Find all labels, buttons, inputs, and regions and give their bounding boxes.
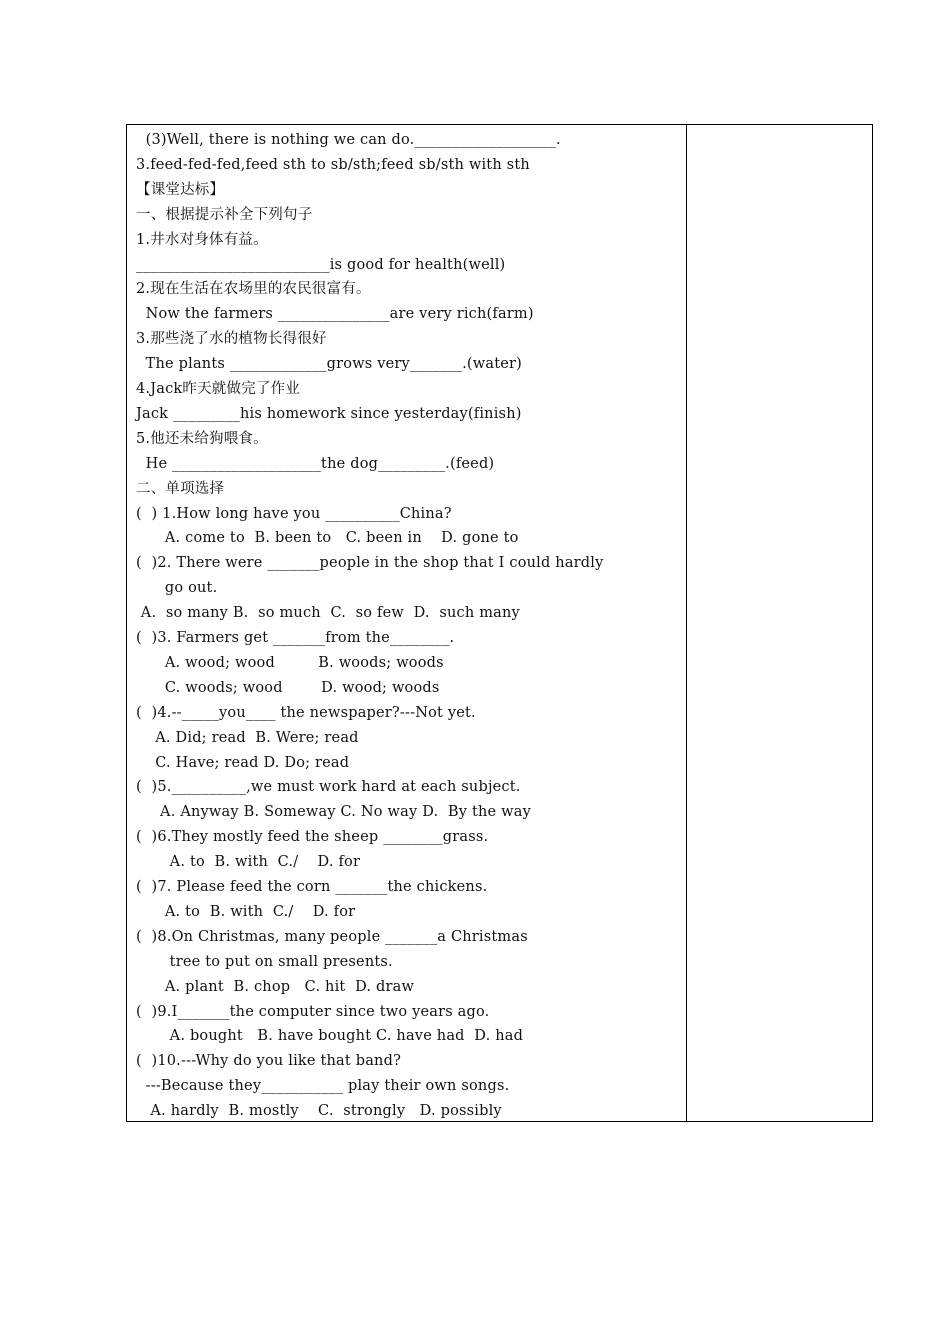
- example-sentence: (3)Well, there is nothing we can do.___________________.: [136, 132, 561, 148]
- part-one-heading: 一、根据提示补全下列句子: [136, 206, 313, 223]
- mc2-options: A. so many B. so much C. so few D. such many: [136, 605, 520, 622]
- part-two-heading: 二、单项选择: [136, 480, 225, 497]
- mc5-question: ( )5.__________,we must work hard at each subject.: [136, 779, 521, 796]
- mc2-question: ( )2. There were _______people in the shop that I could hardly: [136, 555, 604, 572]
- mc3-options-row1: A. wood; wood B. woods; woods: [136, 654, 444, 671]
- mc10-options: A. hardly B. mostly C. strongly D. possibly: [136, 1103, 502, 1120]
- mc1-options: A. come to B. been to C. been in D. gone to: [136, 530, 519, 547]
- q4-blank: Jack _________his homework since yesterday(finish): [136, 405, 522, 422]
- mc3-question: ( )3. Farmers get _______from the________.: [136, 630, 455, 646]
- mc4-options-row1: A. Did; read B. Were; read: [136, 729, 359, 746]
- q4-prompt: 4.Jack昨天就做完了作业: [136, 381, 300, 397]
- mc7-question: ( )7. Please feed the corn _______the chickens.: [136, 879, 488, 895]
- q3-prompt: 3.那些浇了水的植物长得很好: [136, 331, 327, 348]
- q2-blank: Now the farmers _______________are very rich(farm): [136, 306, 534, 323]
- q3-blank: The plants _____________grows very_______.(water): [136, 356, 523, 373]
- worksheet-table: [126, 124, 873, 1122]
- q1-blank: __________________________is good for health(well): [136, 256, 506, 273]
- q5-prompt: 5.他还未给狗喂食。: [136, 430, 268, 447]
- mc6-options: A. to B. with C./ D. for: [136, 854, 361, 871]
- q5-blank: He ____________________the dog_________.(feed): [136, 455, 495, 472]
- q2-prompt: 2.现在生活在农场里的农民很富有。: [136, 281, 371, 298]
- mc10-question: ( )10.---Why do you like that band?: [136, 1053, 402, 1070]
- mc6-question: ( )6.They mostly feed the sheep ________grass.: [136, 829, 489, 846]
- mc3-options-row2: C. woods; wood D. wood; woods: [136, 679, 440, 696]
- mc4-options-row2: C. Have; read D. Do; read: [136, 754, 350, 771]
- mc7-options: A. to B. with C./ D. for: [136, 903, 356, 920]
- mc8-question-cont: tree to put on small presents.: [136, 953, 393, 970]
- mc10-answer-line: ---Because they___________ play their own songs.: [136, 1078, 510, 1095]
- section-heading-class-practice: 【课堂达标】: [136, 181, 225, 198]
- mc9-options: A. bought B. have bought C. have had D. had: [136, 1028, 524, 1045]
- mc5-options: A. Anyway B. Someway C. No way D. By the way: [136, 804, 531, 821]
- q1-prompt: 1.井水对身体有益。: [136, 231, 268, 248]
- feed-usage-note: 3.feed-fed-fed,feed sth to sb/sth;feed sb/sth with sth: [136, 156, 530, 173]
- mc9-question: ( )9.I_______the computer since two years ago.: [136, 1003, 490, 1020]
- mc4-question: ( )4.--_____you____ the newspaper?---Not yet.: [136, 704, 476, 721]
- mc1-question: ( ) 1.How long have you __________China?: [136, 505, 452, 522]
- mc8-options: A. plant B. chop C. hit D. draw: [136, 978, 415, 995]
- mc2-question-cont: go out.: [136, 580, 218, 597]
- notes-column: [687, 125, 872, 1121]
- mc8-question: ( )8.On Christmas, many people _______a Christmas: [136, 928, 528, 945]
